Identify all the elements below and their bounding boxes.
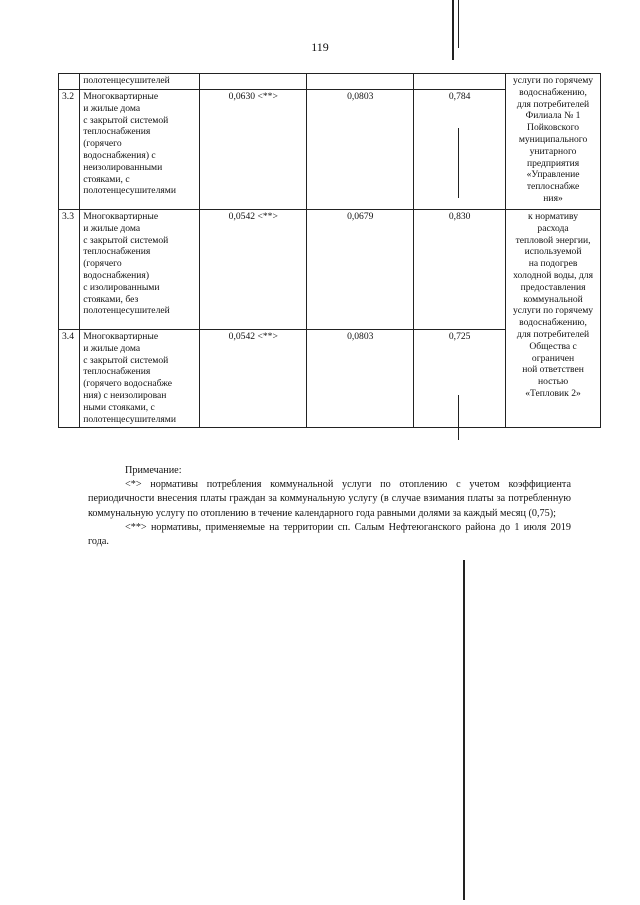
desc-line: (горячего (83, 258, 122, 270)
cell-v3-top (414, 74, 506, 90)
desc-line: ния) с неизолирован (83, 389, 167, 401)
scan-line-mid (458, 128, 459, 198)
note-line: «Управление (526, 169, 580, 181)
note-line: услуги по горячему (513, 305, 594, 317)
note-line: Филиала № 1 (525, 110, 581, 122)
cell-note-merged (506, 210, 601, 428)
cell-desc (80, 210, 200, 330)
desc-line: неизолированными (83, 161, 163, 173)
scan-line-mid-2 (458, 395, 459, 440)
cell-v1-top (200, 74, 307, 90)
cell-v2: 0,0803 (307, 330, 414, 428)
note-line: холодной воды, для (513, 269, 594, 281)
note-line: водоснабжению, (519, 317, 587, 329)
cell-v2-top (307, 74, 414, 90)
cell-v3: 0,830 (414, 210, 506, 330)
desc-line: и жилые дома (83, 222, 141, 234)
note-line: Пойковского (527, 122, 580, 134)
cell-v3: 0,784 (414, 90, 506, 210)
note-line: предприятия (526, 157, 580, 169)
scan-line-top-right-2 (458, 0, 459, 48)
cell-num-top (59, 74, 80, 90)
cell-num: 3.3 (59, 210, 80, 330)
note-line: муниципального (518, 133, 588, 145)
desc-line: ными стояками, с (83, 401, 155, 413)
cell-v3: 0,725 (414, 330, 506, 428)
scan-line-bottom-right (463, 560, 465, 900)
note-line: предоставления (520, 281, 586, 293)
desc-line: и жилые дома (83, 102, 141, 114)
note-line: ограничен (531, 352, 575, 364)
note-line: водоснабжению, (519, 86, 587, 98)
desc-line: стояками, без (83, 293, 139, 305)
note-line: теплоснабже (526, 181, 580, 193)
table-row-top (59, 74, 601, 90)
cell-num: 3.4 (59, 330, 80, 428)
note-line: услуги по горячему (513, 75, 594, 86)
desc-line: полотенцесушителей (83, 305, 170, 317)
note-2: <**> нормативы, применяемые на территории сп. Салым Нефтеюганского района до 1 июля 2019 года. (88, 521, 571, 548)
note-line: Общества с (529, 340, 577, 352)
cell-v2: 0,0679 (307, 210, 414, 330)
note-line: тепловой энергии, (515, 234, 591, 246)
note-line: унитарного (529, 145, 577, 157)
desc-line: стояками, с (83, 173, 130, 185)
desc-line: полотенцесушителями (83, 413, 176, 425)
desc-line: Многоквартирные (83, 91, 159, 102)
scan-line-top-right (452, 0, 454, 60)
desc-line: с изолированными (83, 281, 160, 293)
note-line: ния» (543, 192, 563, 204)
desc-line: с закрытой системой (83, 114, 169, 126)
note-1: <*> нормативы потребления коммунальной услуги по отоплению с учетом коэффициента периодичности внесения платы граждан за коммунальную услугу (в случае взимания платы за потребленную коммунальную услугу по отоплению в течение календарного года равными долями за каждый месяц (0,75); (88, 479, 571, 519)
desc-line: и жилые дома (83, 342, 141, 354)
desc-line: водоснабжения) с (83, 149, 156, 161)
desc-line: теплоснабжения (83, 126, 151, 138)
desc-line: (горячего (83, 138, 122, 150)
note-line: для потребителей (516, 98, 590, 110)
desc-line: с закрытой системой (83, 234, 169, 246)
desc-line: теплоснабжения (83, 246, 151, 258)
note-line: расхода (537, 222, 569, 234)
note-line: на подогрев (528, 258, 578, 270)
cell-v1: 0,0542 <**> (200, 210, 307, 330)
note-line: ной ответствен (522, 364, 584, 376)
note-line: «Тепловик 2» (525, 387, 581, 399)
cell-note-top (506, 74, 601, 210)
desc-line: полотенцесушителями (83, 185, 176, 197)
desc-line: с закрытой системой (83, 354, 169, 366)
cell-desc-top: полотенцесушителей (80, 74, 200, 90)
cell-v1: 0,0630 <**> (200, 90, 307, 210)
page-number: 119 (311, 40, 329, 54)
desc-line: водоснабжения) (83, 269, 150, 281)
norms-table (58, 73, 601, 428)
desc-line: Многоквартирные (83, 211, 159, 222)
desc-line: теплоснабжения (83, 366, 151, 378)
cell-desc (80, 90, 200, 210)
note-line: коммунальной (523, 293, 583, 305)
notes-section (88, 464, 571, 549)
notes-heading: Примечание: (125, 465, 182, 476)
note-line: ностью (537, 376, 569, 388)
desc-line: (горячего водоснабже (83, 378, 173, 390)
table-row-3-3 (59, 210, 601, 330)
cell-v1: 0,0542 <**> (200, 330, 307, 428)
cell-v2: 0,0803 (307, 90, 414, 210)
note-line: используемой (524, 246, 582, 258)
note-line: для потребителей (516, 328, 590, 340)
desc-line: Многоквартирные (83, 331, 159, 342)
cell-desc (80, 330, 200, 428)
cell-num: 3.2 (59, 90, 80, 210)
note-line: к нормативу (528, 211, 579, 222)
